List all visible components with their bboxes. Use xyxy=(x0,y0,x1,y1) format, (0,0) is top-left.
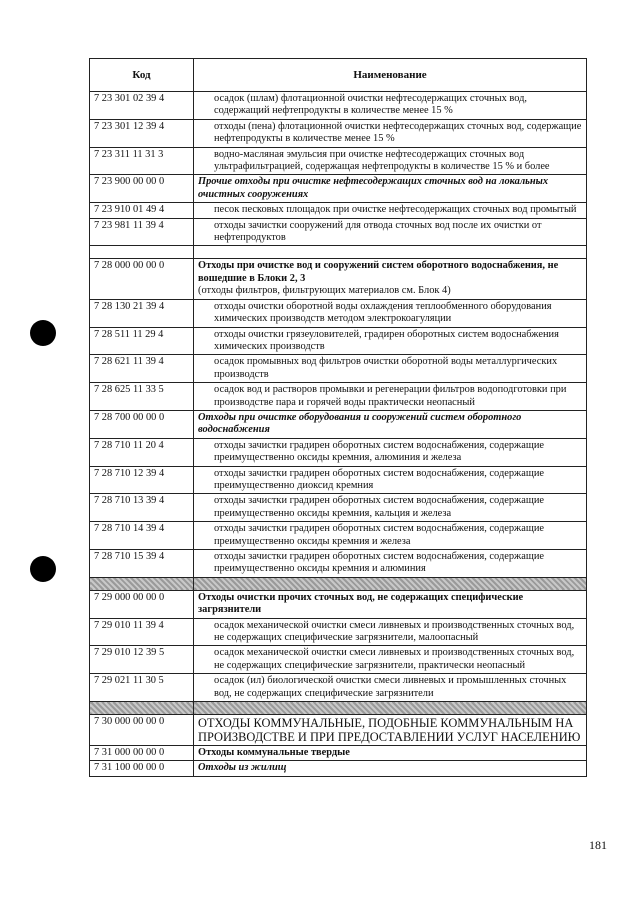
table-row-group xyxy=(90,175,587,203)
row-name: отходы зачистки градирен оборотных систем водоснабжения, содержащие преимущественно оксиды кремния, кальция и железа xyxy=(194,494,587,522)
table-row xyxy=(90,299,587,327)
row-code: 7 28 710 14 39 4 xyxy=(90,522,194,550)
table-row-section xyxy=(90,746,587,761)
table-row xyxy=(90,355,587,383)
row-name-cell xyxy=(194,259,587,299)
row-code: 7 28 621 11 39 4 xyxy=(90,355,194,383)
row-note: (отходы фильтров, фильтрующих материалов см. Блок 4) xyxy=(198,285,451,297)
column-header-code: Код xyxy=(90,59,194,92)
table-row xyxy=(90,522,587,550)
row-code: 7 23 910 01 49 4 xyxy=(90,203,194,218)
row-name: ОТХОДЫ КОММУНАЛЬНЫЕ, ПОДОБНЫЕ КОММУНАЛЬНЫМ НА ПРОИЗВОДСТВЕ И ПРИ ПРЕДОСТАВЛЕНИИ УСЛУГ НАСЕЛЕНИЮ xyxy=(194,715,587,746)
row-code: 7 23 301 12 39 4 xyxy=(90,119,194,147)
table-row xyxy=(90,147,587,175)
punch-hole-top xyxy=(30,320,56,346)
table-row-spacer xyxy=(90,246,587,259)
page-number: 181 xyxy=(589,838,607,852)
table-header-row xyxy=(90,59,587,92)
row-code: 7 28 700 00 00 0 xyxy=(90,410,194,438)
table-row-section xyxy=(90,590,587,618)
row-code: 7 28 511 11 29 4 xyxy=(90,327,194,355)
row-code: 7 23 981 11 39 4 xyxy=(90,218,194,246)
table-row xyxy=(90,494,587,522)
row-code: 7 23 311 11 31 3 xyxy=(90,147,194,175)
table-row xyxy=(90,438,587,466)
row-name: Отходы из жилищ xyxy=(194,761,587,776)
table-row xyxy=(90,674,587,702)
table-row xyxy=(90,119,587,147)
row-name: Отходы очистки прочих сточных вод, не содержащих специфические загрязнители xyxy=(194,590,587,618)
table-row-shaded-divider xyxy=(90,577,587,590)
row-name: отходы очистки оборотной воды охлаждения теплообменного оборудования химических производств методом электрокоагуляции xyxy=(194,299,587,327)
punch-hole-bottom xyxy=(30,556,56,582)
row-name: Отходы при очистке вод и сооружений систем оборотного водоснабжения, не вошедшие в Блоки 2, 3 xyxy=(198,260,559,284)
row-code: 7 28 130 21 39 4 xyxy=(90,299,194,327)
row-name: осадок промывных вод фильтров очистки оборотной воды металлургических производств xyxy=(194,355,587,383)
table-row-section xyxy=(90,259,587,299)
row-name: песок песковых площадок при очистке нефтесодержащих сточных вод промытый xyxy=(194,203,587,218)
row-name: осадок (шлам) флотационной очистки нефтесодержащих сточных вод, содержащий нефтепродукты в количестве менее 15 % xyxy=(194,92,587,120)
table-row xyxy=(90,327,587,355)
row-name: отходы зачистки градирен оборотных систем водоснабжения, содержащие преимущественно диоксид кремния xyxy=(194,466,587,494)
row-code: 7 31 100 00 00 0 xyxy=(90,761,194,776)
table-row xyxy=(90,218,587,246)
row-code: 7 30 000 00 00 0 xyxy=(90,715,194,746)
table-row xyxy=(90,383,587,411)
row-name: осадок механической очистки смеси ливневых и производственных сточных вод, не содержащих специфические загрязнители, практически неопасный xyxy=(194,646,587,674)
column-header-name: Наименование xyxy=(194,59,587,92)
row-name: Прочие отходы при очистке нефтесодержащих сточных вод на локальных очистных сооружениях xyxy=(194,175,587,203)
row-code: 7 28 625 11 33 5 xyxy=(90,383,194,411)
waste-code-table xyxy=(89,58,587,777)
row-name: Отходы при очистке оборудования и сооружений систем оборотного водоснабжения xyxy=(194,410,587,438)
table-row xyxy=(90,550,587,578)
row-name: отходы очистки грязеуловителей, градирен оборотных систем водоснабжения химических производств xyxy=(194,327,587,355)
row-code: 7 29 000 00 00 0 xyxy=(90,590,194,618)
row-name: осадок вод и растворов промывки и регенерации фильтров водоподготовки при производстве пара и горячей воды практически неопасный xyxy=(194,383,587,411)
table-row xyxy=(90,203,587,218)
row-name: отходы зачистки градирен оборотных систем водоснабжения, содержащие преимущественно оксиды кремния и железа xyxy=(194,522,587,550)
row-name: отходы зачистки сооружений для отвода сточных вод после их очистки от нефтепродуктов xyxy=(194,218,587,246)
row-name: отходы зачистки градирен оборотных систем водоснабжения, содержащие преимущественно оксиды кремния, алюминия и железа xyxy=(194,438,587,466)
row-code: 7 31 000 00 00 0 xyxy=(90,746,194,761)
table-row xyxy=(90,618,587,646)
row-name: Отходы коммунальные твердые xyxy=(194,746,587,761)
row-name: осадок механической очистки смеси ливневых и производственных сточных вод, не содержащих специфические загрязнители, малоопасный xyxy=(194,618,587,646)
row-code: 7 29 010 12 39 5 xyxy=(90,646,194,674)
row-code: 7 28 710 11 20 4 xyxy=(90,438,194,466)
row-name: водно-масляная эмульсия при очистке нефтесодержащих сточных вод ультрафильтрацией, содержащая нефтепродукты в количестве 15 % и более xyxy=(194,147,587,175)
table-row-shaded-divider xyxy=(90,702,587,715)
row-code: 7 28 710 15 39 4 xyxy=(90,550,194,578)
table-row xyxy=(90,92,587,120)
table-row xyxy=(90,466,587,494)
row-code: 7 28 000 00 00 0 xyxy=(90,259,194,299)
row-name: отходы (пена) флотационной очистки нефтесодержащих сточных вод, содержащие нефтепродукты в количестве менее 15 % xyxy=(194,119,587,147)
row-code: 7 29 021 11 30 5 xyxy=(90,674,194,702)
row-code: 7 23 900 00 00 0 xyxy=(90,175,194,203)
row-name: осадок (ил) биологической очистки смеси ливневых и промышленных сточных вод, не содержащих специфические загрязнители xyxy=(194,674,587,702)
table-row-group xyxy=(90,761,587,776)
table-row-group xyxy=(90,410,587,438)
row-code: 7 28 710 13 39 4 xyxy=(90,494,194,522)
table-row xyxy=(90,646,587,674)
row-code: 7 28 710 12 39 4 xyxy=(90,466,194,494)
row-name: отходы зачистки градирен оборотных систем водоснабжения, содержащие преимущественно оксиды кремния и алюминия xyxy=(194,550,587,578)
row-code: 7 29 010 11 39 4 xyxy=(90,618,194,646)
table-row-block xyxy=(90,715,587,746)
row-code: 7 23 301 02 39 4 xyxy=(90,92,194,120)
